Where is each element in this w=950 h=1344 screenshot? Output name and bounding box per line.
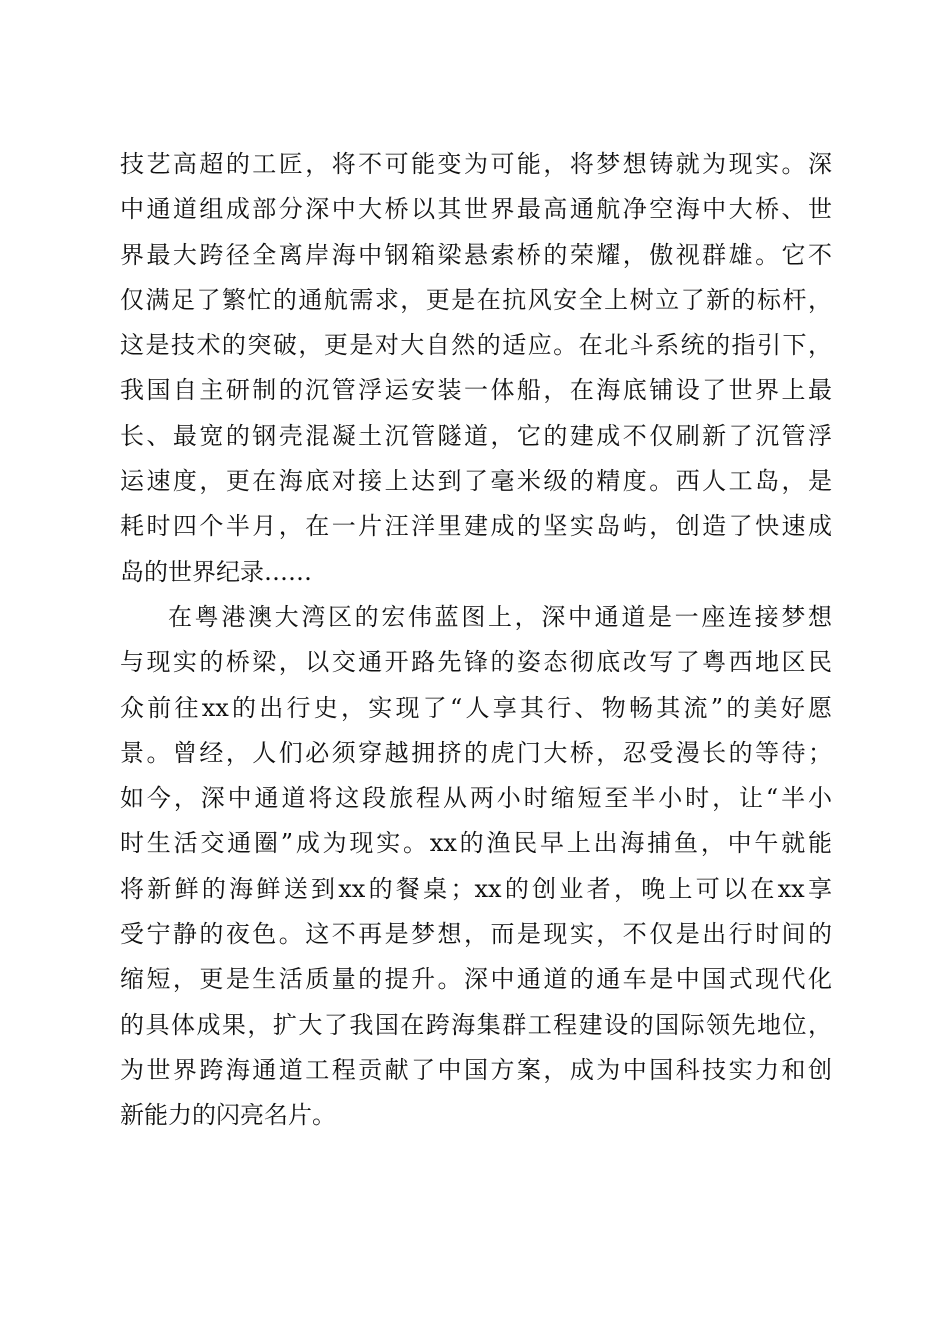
text-line: 为世界跨海通道工程贡献了中国方案，成为中国科技实力和创 [120, 1055, 832, 1084]
text-line: 将新鲜的海鲜送到xx的餐桌；xx的创业者，晚上可以在xx享 [120, 874, 832, 903]
text-line: 在粤港澳大湾区的宏伟蓝图上，深中通道是一座连接梦想 [168, 602, 832, 631]
text-line: 的具体成果，扩大了我国在跨海集群工程建设的国际领先地位， [120, 1010, 832, 1039]
text-line: 缩短，更是生活质量的提升。深中通道的通车是中国式现代化 [120, 965, 832, 994]
text-line: 岛的世界纪录…… [120, 557, 312, 586]
text-line: 我国自主研制的沉管浮运安装一体船，在海底铺设了世界上最 [120, 376, 832, 405]
paragraph-1 [120, 142, 832, 595]
paragraph-2 [120, 595, 832, 1139]
body-text [120, 142, 832, 1139]
text-line: 仅满足了繁忙的通航需求，更是在抗风安全上树立了新的标杆， [120, 285, 832, 314]
text-line: 技艺高超的工匠，将不可能变为可能，将梦想铸就为现实。深 [120, 150, 832, 178]
text-line: 耗时四个半月，在一片汪洋里建成的坚实岛屿，创造了快速成 [120, 512, 832, 541]
text-line: 这是技术的突破，更是对大自然的适应。在北斗系统的指引下， [120, 331, 832, 360]
text-line: 与现实的桥梁，以交通开路先锋的姿态彻底改写了粤西地区民 [120, 648, 832, 677]
text-line: 新能力的闪亮名片。 [120, 1101, 336, 1130]
text-line: 时生活交通圈”成为现实。xx的渔民早上出海捕鱼，中午就能 [120, 829, 832, 858]
text-line: 众前往xx的出行史，实现了“人享其行、物畅其流”的美好愿 [120, 693, 832, 722]
text-line: 受宁静的夜色。这不再是梦想，而是现实，不仅是出行时间的 [120, 920, 832, 949]
text-line: 景。曾经，人们必须穿越拥挤的虎门大桥，忍受漫长的等待； [120, 738, 832, 767]
text-line: 界最大跨径全离岸海中钢箱梁悬索桥的荣耀，傲视群雄。它不 [120, 240, 832, 269]
text-line: 长、最宽的钢壳混凝土沉管隧道，它的建成不仅刷新了沉管浮 [120, 421, 832, 450]
text-line: 运速度，更在海底对接上达到了毫米级的精度。西人工岛，是 [120, 467, 832, 496]
text-line: 中通道组成部分深中大桥以其世界最高通航净空海中大桥、世 [120, 195, 832, 224]
text-line: 如今，深中通道将这段旅程从两小时缩短至半小时，让“半小 [120, 784, 832, 813]
